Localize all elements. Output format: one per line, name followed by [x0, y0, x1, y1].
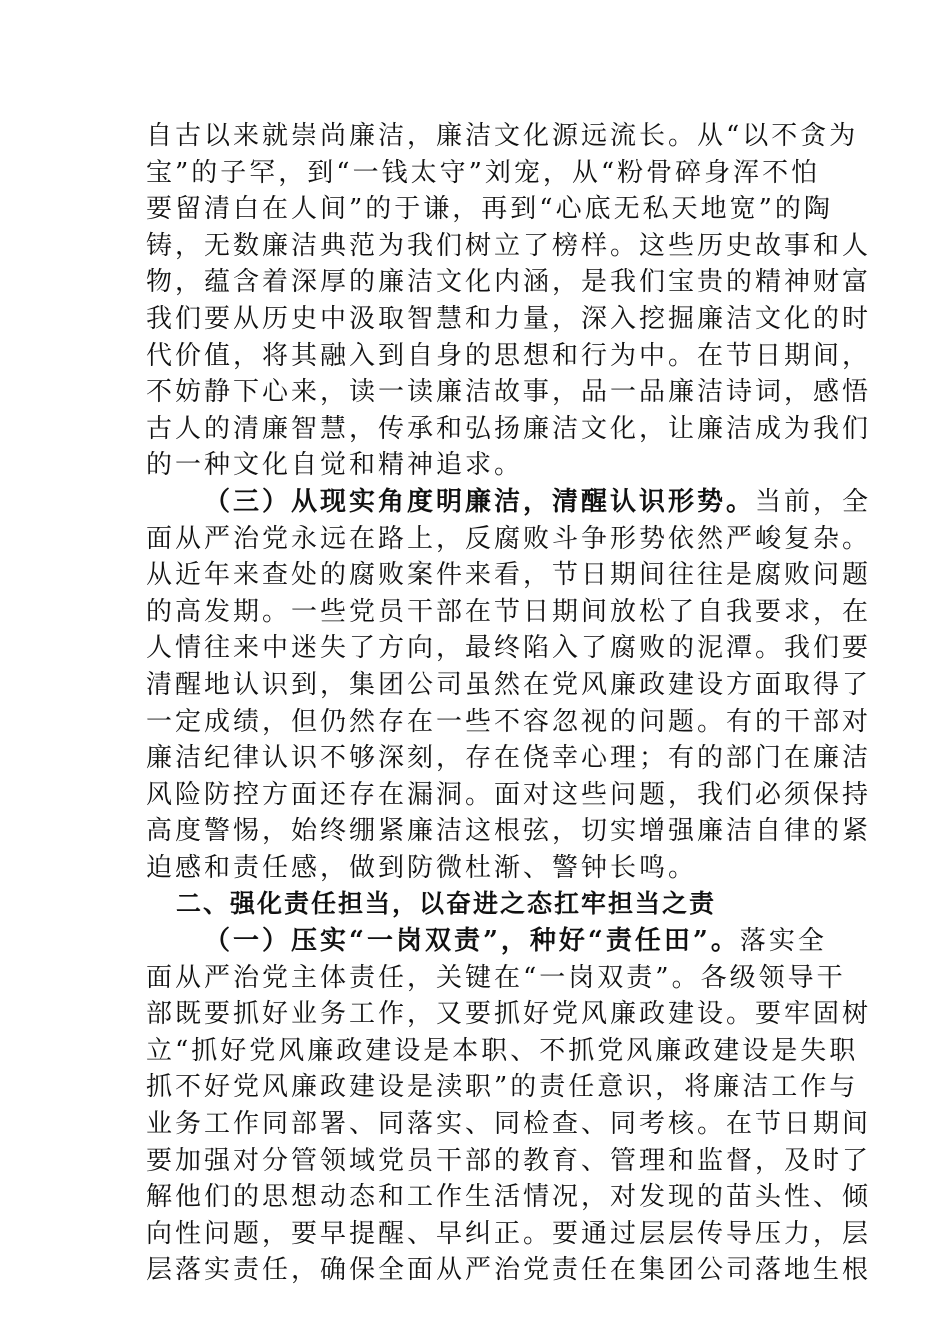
text-line: 人情往来中迷失了方向，最终陷入了腐败的泥潭。我们要 — [146, 633, 872, 664]
text-line: 层落实责任，确保全面从严治党责任在集团公司落地生根 — [146, 1255, 872, 1286]
text-line: 代价值，将其融入到自身的思想和行为中。在节日期间， — [146, 340, 872, 371]
text-line: 要留清白在人间”的于谦，再到“心底无私天地宽”的陶 — [146, 194, 833, 225]
paragraph-reality-perspective — [146, 484, 872, 887]
text-fragment: 当前，全 — [755, 486, 872, 517]
text-line: 宝”的子罕，到“一钱太守”刘宠，从“粉骨碎身浑不怕 — [146, 157, 821, 188]
text-line: 不妨静下心来，读一读廉洁故事，品一品廉洁诗词，感悟 — [146, 377, 872, 408]
section-heading-responsibility: 二、强化责任担当，以奋进之态扛牢担当之责 — [176, 889, 717, 919]
paragraph-one-post-two-duties — [146, 923, 872, 1289]
text-line: 从近年来查处的腐败案件来看，节日期间往往是腐败问题 — [146, 560, 872, 591]
document-body — [146, 118, 872, 1289]
text-line: 我们要从历史中汲取智慧和力量，深入挖掘廉洁文化的时 — [146, 303, 872, 334]
text-line: 抓不好党风廉政建设是渎职”的责任意识，将廉洁工作与 — [146, 1072, 859, 1103]
text-line: 解他们的思想动态和工作生活情况，对发现的苗头性、倾 — [146, 1182, 872, 1213]
text-line: 高度警惕，始终绷紧廉洁这根弦，切实增强廉洁自律的紧 — [146, 816, 872, 847]
text-line: 一定成绩，但仍然存在一些不容忽视的问题。有的干部对 — [146, 706, 872, 737]
text-line: 铸，无数廉洁典范为我们树立了榜样。这些历史故事和人 — [146, 230, 872, 261]
text-line: 面从严治党永远在路上，反腐败斗争形势依然严峻复杂。 — [146, 523, 872, 554]
subheading-reality-perspective: （三）从现实角度明廉洁，清醒认识形势。 — [204, 486, 756, 517]
text-line: 要加强对分管领域党员干部的教育、管理和监督，及时了 — [146, 1145, 872, 1176]
text-line: 风险防控方面还存在漏洞。面对这些问题，我们必须保持 — [146, 779, 872, 810]
text-line: 业务工作同部署、同落实、同检查、同考核。在节日期间 — [146, 1109, 872, 1140]
paragraph-first-line — [146, 484, 872, 521]
paragraph-integrity-history — [146, 118, 872, 484]
text-line: 的一种文化自觉和精神追求。 — [146, 450, 524, 481]
text-line: 向性问题，要早提醒、早纠正。要通过层层传导压力，层 — [146, 1218, 872, 1249]
subheading-one-post-two-duties: （一）压实“一岗双责”，种好“责任田”。 — [204, 926, 740, 957]
text-fragment: 落实全 — [739, 926, 827, 957]
text-line: 迫感和责任感，做到防微杜渐、警钟长鸣。 — [146, 852, 698, 883]
text-line: 的高发期。一些党员干部在节日期间放松了自我要求，在 — [146, 596, 872, 627]
text-line: 立“抓好党风廉政建设是本职、不抓党风廉政建设是失职 — [146, 1035, 859, 1066]
text-line: 清醒地认识到，集团公司虽然在党风廉政建设方面取得了 — [146, 669, 872, 700]
text-line: 自古以来就崇尚廉洁，廉洁文化源远流长。从“以不贪为 — [146, 121, 859, 151]
text-line: 物，蕴含着深厚的廉洁文化内涵，是我们宝贵的精神财富 — [146, 267, 872, 298]
text-line: 古人的清廉智慧，传承和弘扬廉洁文化，让廉洁成为我们 — [146, 413, 872, 444]
paragraph-first-line — [146, 923, 827, 960]
text-line: 廉洁纪律认识不够深刻，存在侥幸心理；有的部门在廉洁 — [146, 743, 872, 774]
text-line: 面从严治党主体责任，关键在“一岗双责”。各级领导干 — [146, 962, 846, 993]
text-line: 部既要抓好业务工作，又要抓好党风廉政建设。要牢固树 — [146, 999, 872, 1030]
